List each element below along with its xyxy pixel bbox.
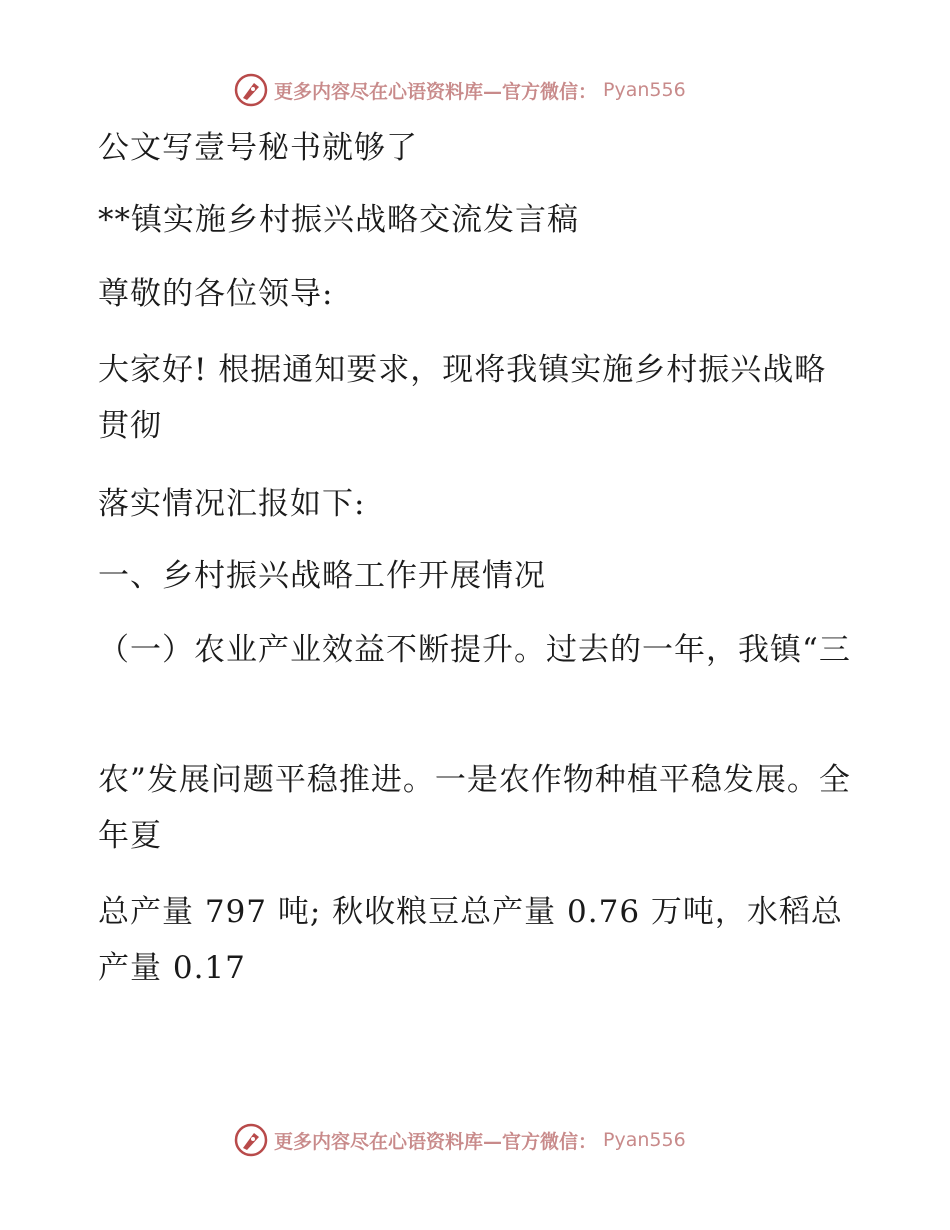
watermark-wechat-id: Pyan556 — [603, 79, 686, 101]
paragraph-intro-cont: 落实情况汇报如下: — [98, 486, 366, 522]
pen-nib-logo-icon — [234, 1123, 268, 1157]
pen-nib-logo-icon — [234, 73, 268, 107]
watermark-header — [234, 72, 686, 108]
salutation: 尊敬的各位领导: — [98, 276, 334, 312]
paragraph-1-cont-2: 总产量 797 吨; 秋收粮豆总产量 0.76 万吨，水稻总产量 0.17 — [98, 894, 843, 986]
paragraph-intro: 大家好! 根据通知要求，现将我镇实施乡村振兴战略贯彻 — [98, 352, 827, 444]
watermark-footer — [234, 1122, 686, 1158]
paragraph-1: （一）农业产业效益不断提升。过去的一年，我镇“三 — [98, 632, 851, 668]
section-heading: 一、乡村振兴战略工作开展情况 — [98, 558, 546, 594]
watermark-text: 更多内容尽在心语资料库—官方微信： — [274, 80, 598, 103]
watermark-text: 更多内容尽在心语资料库—官方微信： — [274, 1130, 598, 1153]
watermark-wechat-id: Pyan556 — [603, 1129, 686, 1151]
paragraph-1-cont: 农”发展问题平稳推进。一是农作物种植平稳发展。全年夏 — [98, 762, 851, 854]
document-title: **镇实施乡村振兴战略交流发言稿 — [98, 202, 579, 238]
header-line: 公文写壹号秘书就够了 — [98, 130, 418, 166]
